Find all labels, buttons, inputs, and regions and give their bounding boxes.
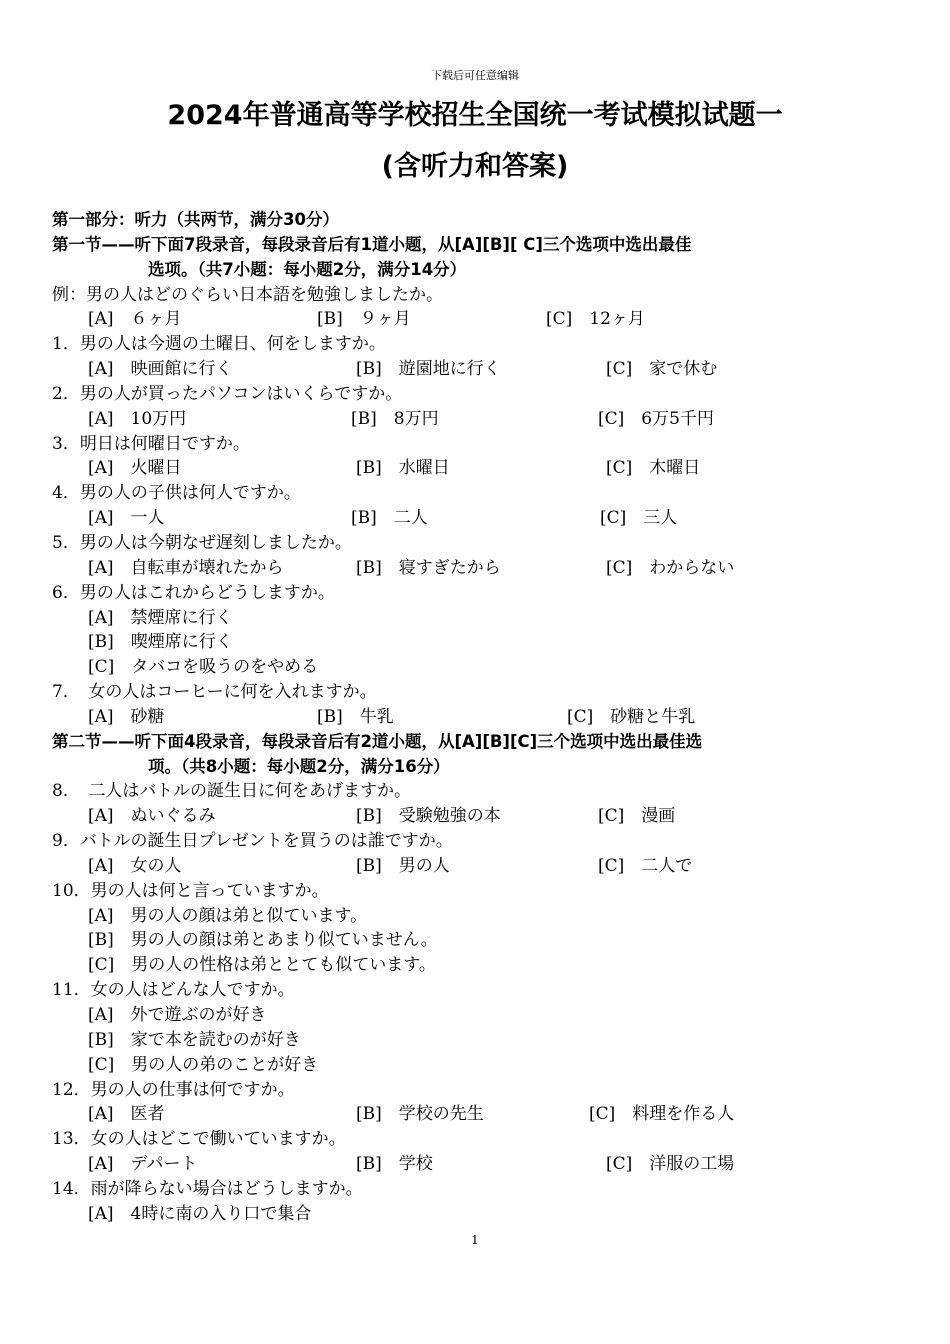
section-heading-cont: 项。（共8小题：每小题2分，满分16分） [148, 756, 450, 776]
option-b: [B] 学校 [356, 1154, 433, 1175]
option-c: [C] 6万5千円 [598, 408, 714, 429]
question-13: 13．女の人はどこで働いていますか。 [52, 1129, 346, 1150]
options-4 [52, 506, 912, 531]
option-c: [C] 木曜日 [606, 458, 701, 479]
question-3: 3．明日は何曜日ですか。 [52, 433, 250, 454]
option-a: [A] 男の人の顔は弟と似ています。 [88, 905, 368, 926]
options-13 [52, 1152, 912, 1177]
option-a: [A] 4時に南の入り口で集合 [88, 1203, 312, 1224]
question-11: 11．女の人はどんな人ですか。 [52, 980, 295, 1001]
question-1: 1．男の人は今週の土曜日、何をしますか。 [52, 334, 386, 355]
question-14: 14．雨が降らない場合はどうしますか。 [52, 1178, 363, 1199]
page-title: 2024年普通高等学校招生全国统一考试模拟试题一 [167, 100, 783, 131]
option-c: [C] 男の人の弟のことが好き [88, 1054, 319, 1075]
option-c: [C] 男の人の性格は弟ととても似ています。 [88, 955, 436, 976]
question-6: 6．男の人はこれからどうしますか。 [52, 582, 335, 603]
option-a: [A] デパート [88, 1154, 198, 1175]
option-c: [C] 洋服の工場 [606, 1154, 735, 1175]
question-12: 12．男の人の仕事は何ですか。 [52, 1079, 295, 1100]
options-example [52, 307, 912, 332]
option-b: [B] 学校の先生 [356, 1104, 484, 1125]
options-5 [52, 556, 912, 581]
option-a: [A] ぬいぐるみ [88, 806, 216, 827]
option-a: [A] 自転車が壊れたから [88, 557, 284, 578]
option-a: [A] 医者 [88, 1104, 165, 1125]
question-10: 10．男の人は何と言っていますか。 [52, 880, 329, 901]
option-b: [B] 男の人 [356, 855, 450, 876]
option-b: [B] 牛乳 [317, 706, 394, 727]
option-b: [B] 受験勉強の本 [356, 806, 501, 827]
option-c: [C] タバコを吸うのをやめる [88, 657, 319, 678]
option-a: [A] 映画館に行く [88, 359, 233, 380]
option-b: [B] 家で本を読むのが好き [88, 1029, 301, 1050]
question-9: 9．バトルの誕生日プレゼントを買うのは誰ですか。 [52, 831, 453, 852]
option-c: [C] わからない [606, 557, 735, 578]
options-12 [52, 1102, 912, 1127]
section-heading: 第一节——听下面7段录音，每段录音后有1道小题，从[A][B][ C]三个选项中选出最佳 [52, 234, 692, 254]
option-b: [B] 寝すぎたから [356, 557, 501, 578]
option-b: [B] 水曜日 [356, 458, 450, 479]
option-c: [C] 三人 [600, 508, 678, 529]
option-b: [B] 喫煙席に行く [88, 632, 233, 653]
question-5: 5．男の人は今朝なぜ遅刻しましたか。 [52, 532, 352, 553]
options-9 [52, 854, 912, 879]
option-a: [A] 女の人 [88, 855, 182, 876]
option-c: [C] 砂糖と牛乳 [567, 706, 696, 727]
part-heading: 第一部分：听力（共两节，满分30分） [52, 210, 339, 229]
page-number: 1 [471, 1233, 479, 1247]
option-b: [B] 二人 [351, 508, 428, 529]
option-a: [A] 火曜日 [88, 458, 182, 479]
option-b: [B] 男の人の顔は弟とあまり似ていません。 [88, 930, 438, 951]
options-2 [52, 407, 912, 432]
exam-body [52, 208, 912, 1227]
question-2: 2．男の人が買ったパソコンはいくらですか。 [52, 383, 403, 404]
option-c: [C] 料理を作る人 [589, 1104, 735, 1125]
page-subtitle: (含听力和答案) [381, 151, 569, 182]
question-8: 8． 二人はバトルの誕生日に何をあげますか。 [52, 781, 411, 802]
question-7: 7． 女の人はコーヒーに何を入れますか。 [52, 682, 377, 703]
options-1 [52, 357, 912, 382]
option-b: [B] 8万円 [351, 408, 439, 429]
section-heading: 第二节——听下面4段录音，每段录音后有2道小题，从[A][B][C]三个选项中选出最佳选 [52, 731, 703, 751]
option-a: [A] ６ヶ月 [88, 309, 182, 330]
option-c: [C] 12ヶ月 [546, 309, 645, 330]
option-a: [A] 一人 [88, 508, 165, 529]
section-heading-cont: 选项。（共7小题：每小题2分，满分14分） [148, 259, 467, 279]
option-a: [A] 外で遊ぶのが好き [88, 1005, 267, 1025]
option-b: [B] ９ヶ月 [317, 309, 411, 330]
header-note: 下载后可任意编辑 [431, 69, 519, 82]
option-c: [C] 家で休む [606, 359, 718, 380]
option-a: [A] 砂糖 [88, 706, 165, 727]
option-b: [B] 遊園地に行く [356, 359, 501, 380]
option-c: [C] 漫画 [598, 806, 676, 827]
question-4: 4．男の人の子供は何人ですか。 [52, 483, 301, 504]
options-7 [52, 705, 912, 730]
question-example: 例：男の人はどのぐらい日本語を勉強しましたか。 [52, 284, 443, 305]
options-8 [52, 804, 912, 829]
option-a: [A] 禁煙席に行く [88, 607, 233, 628]
option-a: [A] 10万円 [88, 408, 187, 429]
option-c: [C] 二人で [598, 855, 693, 876]
options-3 [52, 456, 912, 481]
